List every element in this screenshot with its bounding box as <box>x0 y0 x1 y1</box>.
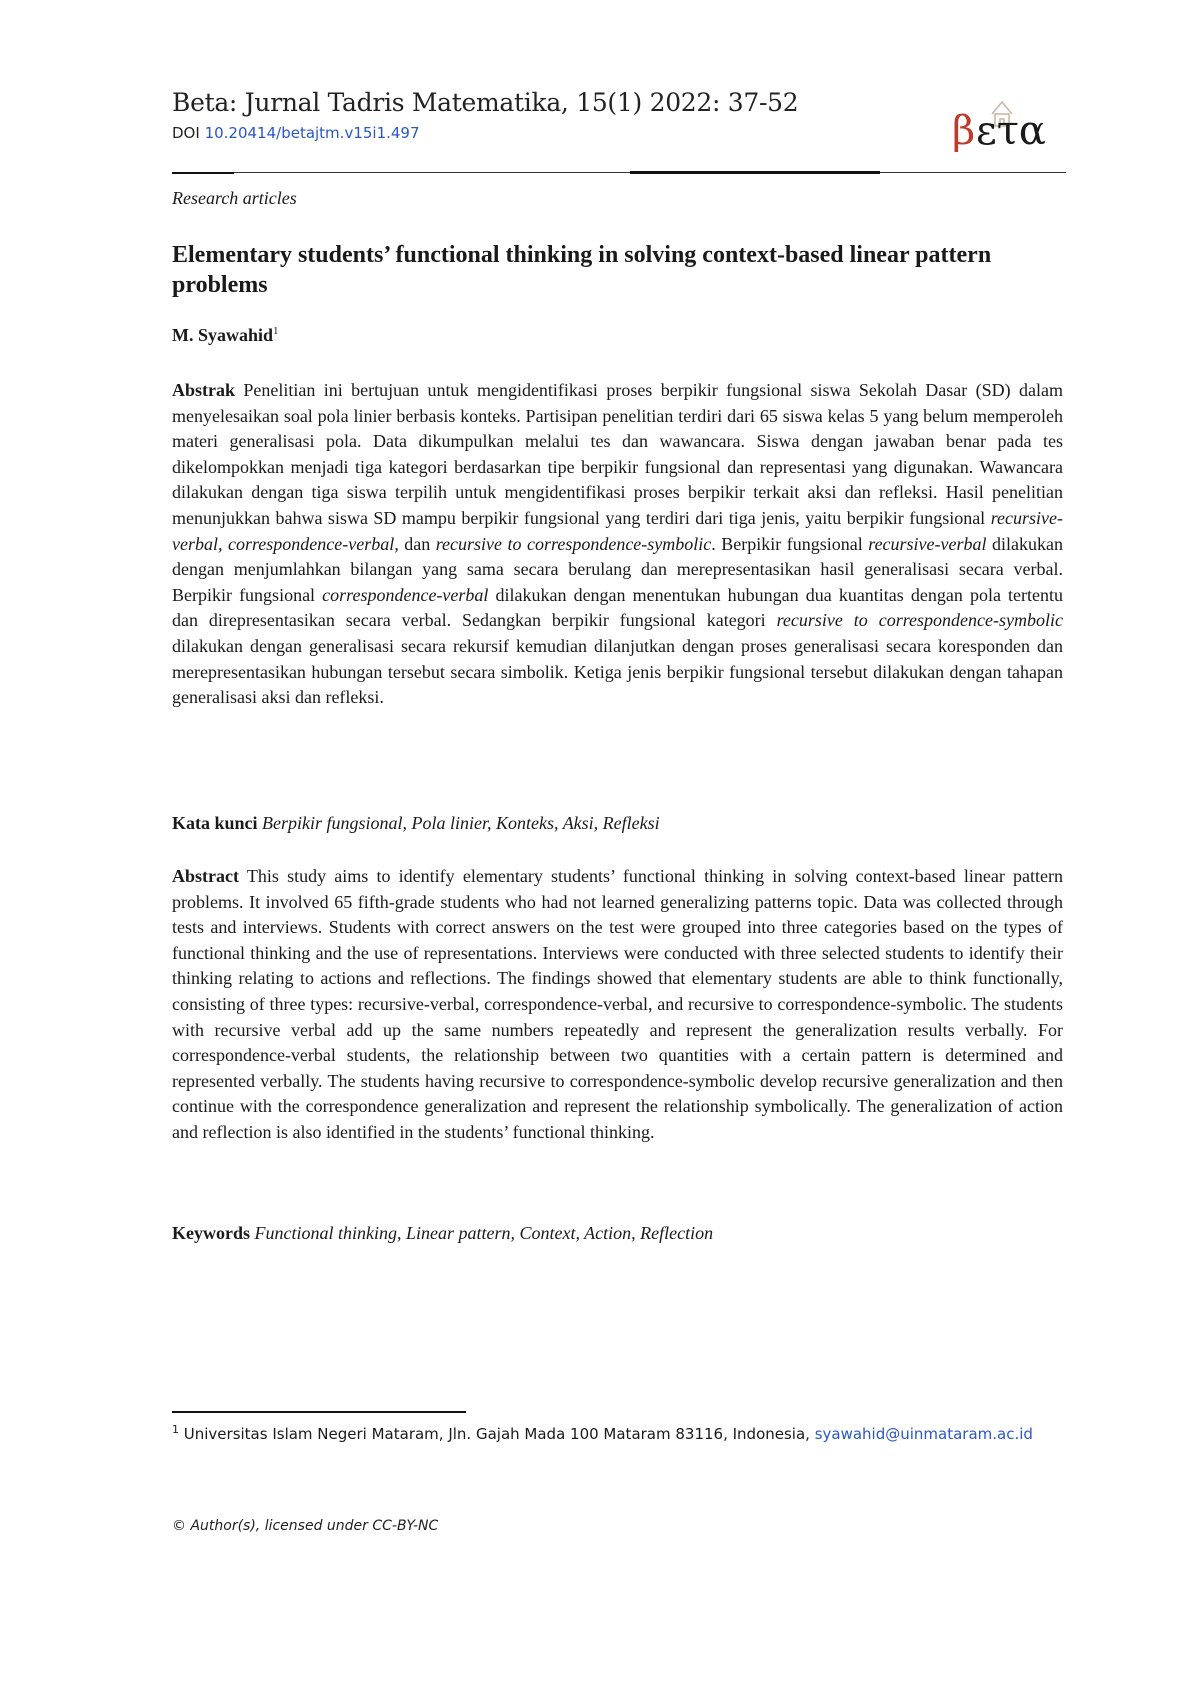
kata-kunci-line <box>172 811 1063 837</box>
section-label: Research articles <box>172 188 297 208</box>
abstrak-text: dan <box>398 533 436 554</box>
abstrak-text: dilakukan dengan menjumlahkan bilangan yang sama secara berulang dan merepresentasikan hasil generalisasi secara verbal. Berpikir fungsional <box>172 533 1063 605</box>
footnote <box>172 1423 1033 1443</box>
abstrak-paragraph <box>172 378 1063 711</box>
author-name: M. Syawahid <box>172 325 274 345</box>
logo-beta-glyph: β <box>952 108 976 152</box>
abstrak-term: correspondence-verbal <box>322 584 489 605</box>
doi-link[interactable]: 10.20414/betajtm.v15i1.497 <box>204 124 420 142</box>
abstract-text: This study aims to identify elementary students’ functional thinking in solving context-based linear pattern problems. It involved 65 fifth-grade students who had not learned generalizing patterns topic. Data was collected through tests and interviews. Students with correct answers on the test were grouped into three categories based on the types of functional thinking and the use of representations. Interviews were conducted with three selected students to identify their thinking relating to actions and reflections. The findings showed that elementary students are able to think functionally, consisting of three types: recursive-verbal, correspondence-verbal, and recursive to correspondence-symbolic. The students with recursive verbal add up the same numbers repeatedly and represent the generalization results verbally. For correspondence-verbal students, the relationship between two quantities with a certain pattern is determined and represented verbally. The students having recursive to correspondence-symbolic develop recursive generalization and then continue with the correspondence generalization and represent the relationship symbolically. The generalization of action and reflection is also identified in the students’ functional thinking. <box>172 866 1063 1142</box>
abstract-paragraph <box>172 864 1063 1146</box>
journal-logo <box>950 92 1060 152</box>
kata-kunci-value: Berpikir fungsional, Pola linier, Konteks, Aksi, Refleksi <box>257 813 660 833</box>
header-rule-accent <box>630 171 880 174</box>
license-note: © Author(s), licensed under CC-BY-NC <box>172 1518 439 1534</box>
author-affiliation-mark: 1 <box>273 325 279 337</box>
logo-eta-glyphs: ετα <box>976 108 1046 152</box>
abstrak-text: . Berpikir fungsional <box>711 533 869 554</box>
abstract-label: Abstract <box>172 866 239 886</box>
abstrak-text: Penelitian ini bertujuan untuk mengidentifikasi proses berpikir fungsional siswa Sekolah Dasar (SD) dalam menyelesaikan soal pola linier berbasis konteks. Partisipan penelitian terdiri dari 65 siswa kelas 5 yang belum memperoleh materi generalisasi pola. Data dikumpulkan melalui tes dan wawancara. Siswa dengan jawaban benar pada tes dikelompokkan menjadi tiga kategori berdasarkan tipe berpikir fungsional dan representasi yang digunakan. Wawancara dilakukan dengan tiga siswa terpilih untuk mengidentifikasi proses berpikir terkait aksi dan refleksi. Hasil penelitian menunjukkan bahwa siswa SD mampu berpikir fungsional yang terdiri dari tiga jenis, yaitu berpikir fungsional <box>172 380 1063 528</box>
abstrak-term: recursive to correspondence-symbolic <box>776 610 1063 631</box>
abstrak-text: dilakukan dengan menentukan hubungan dua kuantitas dengan pola tertentu dan direpresentasikan secara verbal. Sedangkan berpikir fungsional kategori <box>172 584 1063 631</box>
author-line <box>172 325 279 346</box>
header-rule-left <box>172 172 234 174</box>
paper-title: Elementary students’ functional thinking in solving context-based linear pattern problems <box>172 242 992 298</box>
abstrak-term: recursive to correspondence-symbolic <box>435 533 712 554</box>
journal-citation: Beta: Jurnal Tadris Matematika, 15(1) 2022: 37-52 <box>172 88 799 117</box>
footnote-affiliation: Universitas Islam Negeri Mataram, Jln. Gajah Mada 100 Mataram 83116, Indonesia, <box>179 1425 815 1443</box>
doi-line <box>172 124 420 142</box>
keywords-label: Keywords <box>172 1223 250 1243</box>
abstrak-term: recursive-verbal, correspondence-verbal, <box>172 507 1063 554</box>
doi-prefix: DOI <box>172 124 205 142</box>
footnote-email-link[interactable]: syawahid@uinmataram.ac.id <box>814 1425 1033 1443</box>
abstrak-label: Abstrak <box>172 380 236 400</box>
kata-kunci-label: Kata kunci <box>172 813 258 833</box>
footnote-rule <box>172 1411 466 1413</box>
footnote-mark: 1 <box>172 1423 179 1436</box>
abstrak-term: recursive-verbal <box>868 533 987 554</box>
keywords-line <box>172 1221 1063 1247</box>
abstrak-text: dilakukan dengan generalisasi secara rekursif kemudian dilanjutkan dengan proses generalisasi secara koresponden dan merepresentasikan hubungan tersebut secara simbolik. Ketiga jenis berpikir fungsional tersebut dilakukan dengan tahapan generalisasi aksi dan refleksi. <box>172 635 1063 708</box>
keywords-value: Functional thinking, Linear pattern, Context, Action, Reflection <box>250 1223 714 1243</box>
